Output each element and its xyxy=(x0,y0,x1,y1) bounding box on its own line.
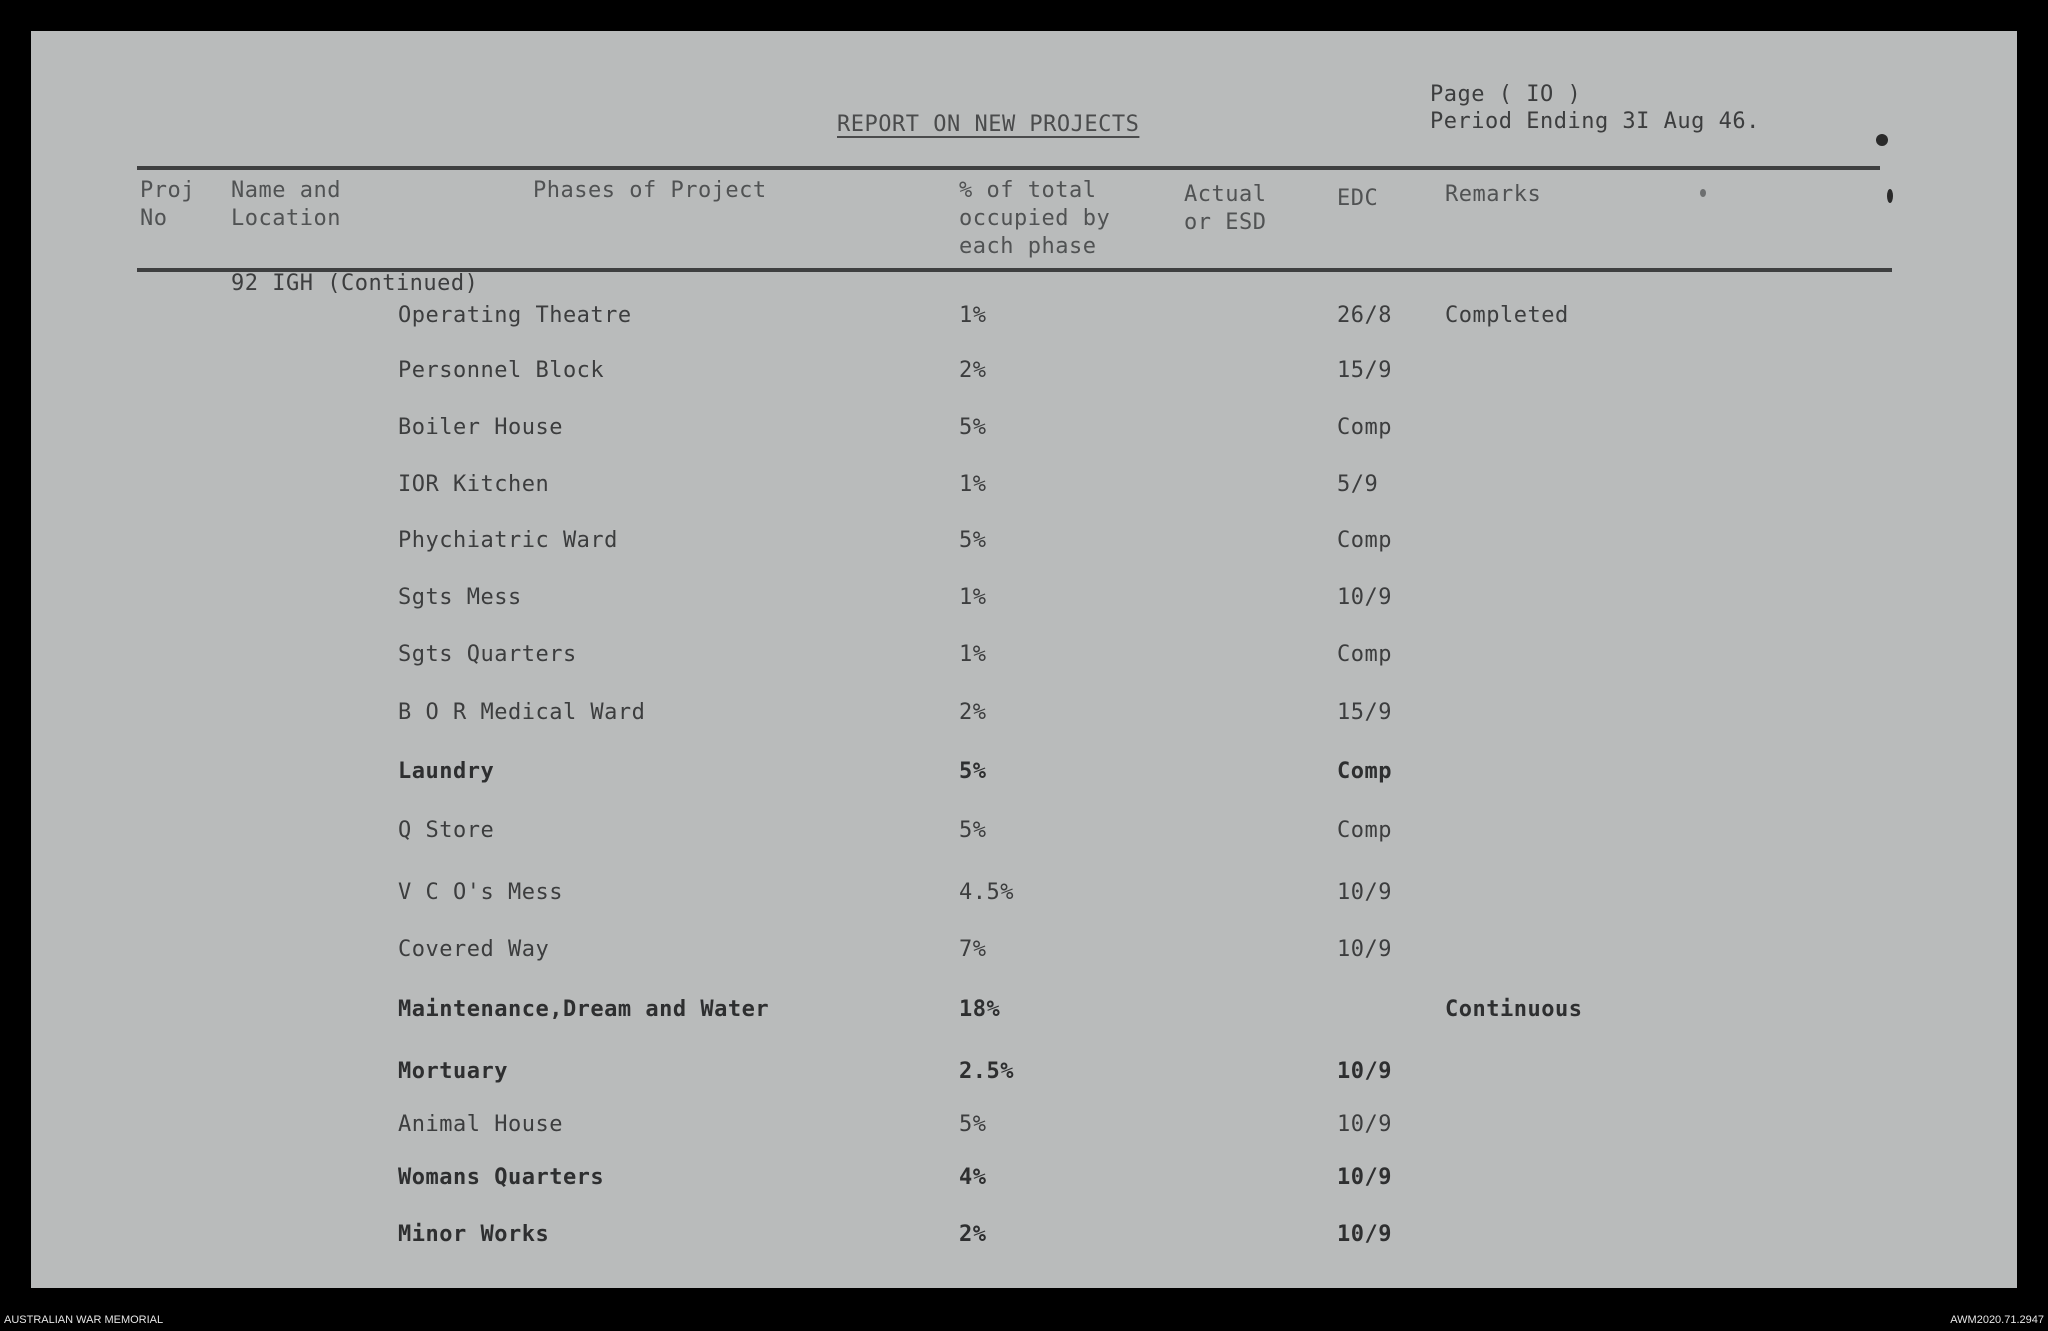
phase-name: Covered Way xyxy=(398,937,550,962)
phase-name: Animal House xyxy=(398,1112,563,1137)
phase-edc: Comp xyxy=(1337,818,1392,843)
header-remarks: Remarks xyxy=(1445,182,1542,207)
phase-name: Phychiatric Ward xyxy=(398,528,618,553)
phase-percent: 2% xyxy=(959,358,987,383)
phase-percent: 1% xyxy=(959,642,987,667)
phase-percent: 2% xyxy=(959,700,987,725)
footer-reference: AWM2020.71.2947 xyxy=(1950,1314,2044,1326)
paper-mark xyxy=(1887,189,1893,203)
phase-name: Personnel Block xyxy=(398,358,605,383)
phase-edc: 10/9 xyxy=(1337,1165,1392,1190)
phase-percent: 4.5% xyxy=(959,880,1014,905)
phase-name: Sgts Quarters xyxy=(398,642,577,667)
document-sheet xyxy=(31,31,2017,1288)
phase-name: B O R Medical Ward xyxy=(398,700,646,725)
phase-percent: 5% xyxy=(959,415,987,440)
phase-edc: 15/9 xyxy=(1337,358,1392,383)
paper-mark xyxy=(1876,134,1888,146)
phase-edc: 10/9 xyxy=(1337,1059,1392,1084)
phase-name: Maintenance,Dream and Water xyxy=(398,997,770,1022)
phase-remarks: Continuous xyxy=(1445,997,1583,1022)
header-name-location: Name and Location xyxy=(231,178,341,231)
phase-name: Sgts Mess xyxy=(398,585,522,610)
header-percent: % of total occupied by each phase xyxy=(959,178,1111,259)
phase-remarks: Completed xyxy=(1445,303,1569,328)
phase-percent: 1% xyxy=(959,303,987,328)
header-top-rule xyxy=(137,166,1880,170)
phase-name: IOR Kitchen xyxy=(398,472,550,497)
phase-edc: 10/9 xyxy=(1337,937,1392,962)
phase-name: Womans Quarters xyxy=(398,1165,605,1190)
phase-name: Mortuary xyxy=(398,1059,508,1084)
page-number: Page ( IO ) xyxy=(1430,82,1582,107)
phase-percent: 5% xyxy=(959,528,987,553)
phase-edc: 15/9 xyxy=(1337,700,1392,725)
phase-edc: 10/9 xyxy=(1337,1222,1392,1247)
header-phases: Phases of Project xyxy=(533,178,767,203)
phase-edc: 26/8 xyxy=(1337,303,1392,328)
phase-percent: 5% xyxy=(959,818,987,843)
phase-name: Q Store xyxy=(398,818,495,843)
phase-edc: 5/9 xyxy=(1337,472,1379,497)
phase-percent: 5% xyxy=(959,1112,987,1137)
project-name: 92 IGH (Continued) xyxy=(231,271,479,296)
phase-percent: 7% xyxy=(959,937,987,962)
phase-name: Boiler House xyxy=(398,415,563,440)
phase-percent: 2.5% xyxy=(959,1059,1014,1084)
period-ending: Period Ending 3I Aug 46. xyxy=(1430,109,1760,134)
phase-edc: 10/9 xyxy=(1337,585,1392,610)
phase-edc: Comp xyxy=(1337,642,1392,667)
phase-percent: 5% xyxy=(959,759,987,784)
phase-percent: 1% xyxy=(959,585,987,610)
phase-name: V C O's Mess xyxy=(398,880,563,905)
paper-mark xyxy=(1700,189,1706,197)
phase-edc: Comp xyxy=(1337,759,1392,784)
phase-edc: Comp xyxy=(1337,528,1392,553)
phase-percent: 18% xyxy=(959,997,1001,1022)
phase-percent: 2% xyxy=(959,1222,987,1247)
phase-edc: Comp xyxy=(1337,415,1392,440)
phase-name: Operating Theatre xyxy=(398,303,632,328)
phase-edc: 10/9 xyxy=(1337,1112,1392,1137)
phase-percent: 1% xyxy=(959,472,987,497)
phase-name: Laundry xyxy=(398,759,495,784)
header-proj-no: Proj No xyxy=(140,178,195,231)
footer-credit: AUSTRALIAN WAR MEMORIAL xyxy=(4,1314,164,1326)
phase-percent: 4% xyxy=(959,1165,987,1190)
header-edc: EDC xyxy=(1337,186,1379,211)
phase-edc: 10/9 xyxy=(1337,880,1392,905)
header-actual-esd: Actual or ESD xyxy=(1184,182,1267,235)
phase-name: Minor Works xyxy=(398,1222,550,1247)
document-title: REPORT ON NEW PROJECTS xyxy=(837,112,1140,137)
